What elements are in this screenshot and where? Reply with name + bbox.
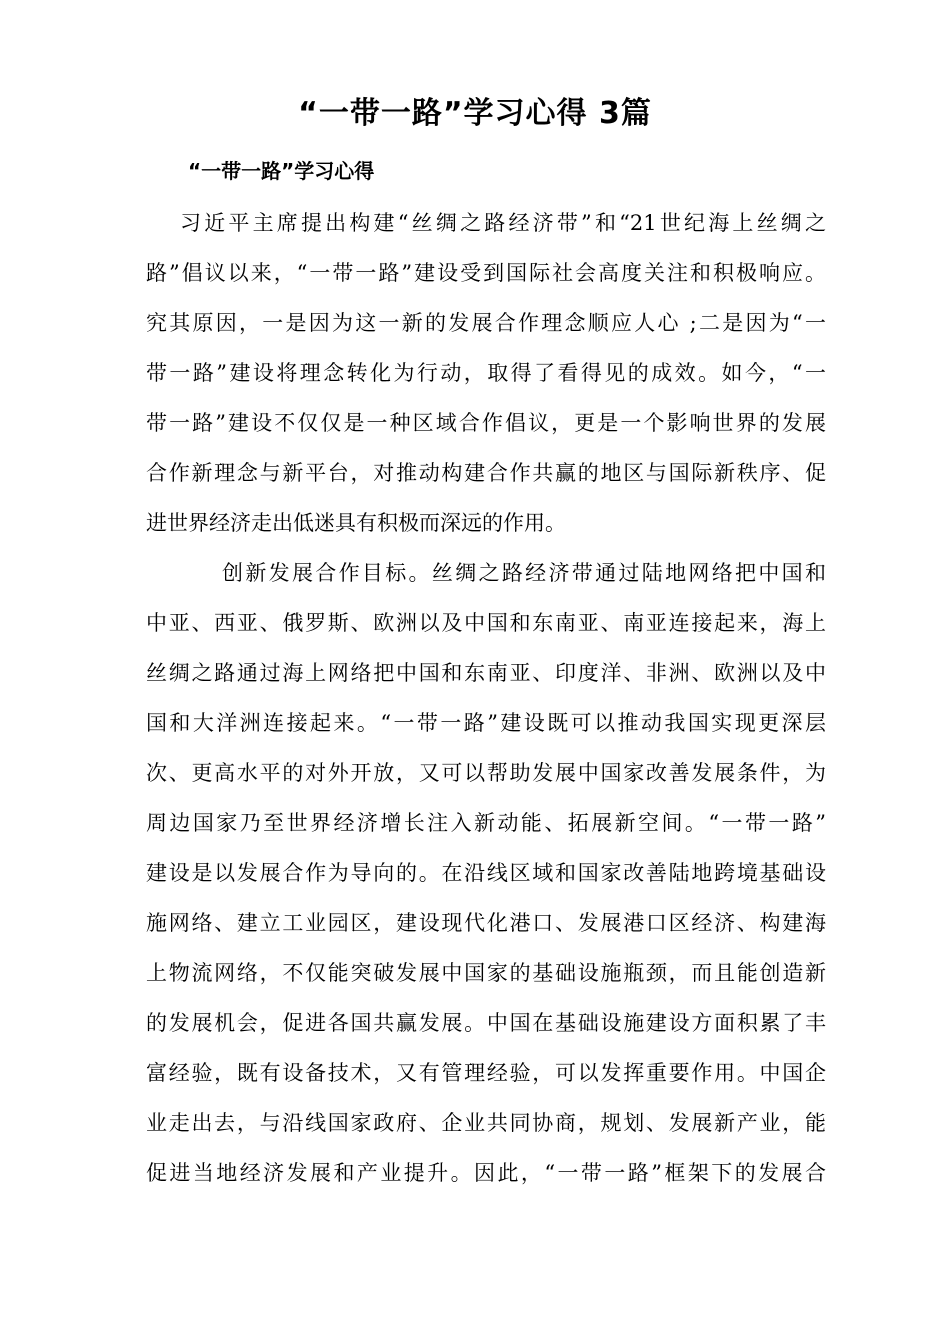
paragraph-2-line: 国和大洋洲连接起来。“一带一路”建设既可以推动我国实现更深层 [146, 711, 826, 735]
paragraph-2-line: 中亚、西亚、俄罗斯、欧洲以及中国和东南亚、南亚连接起来，海上 [146, 611, 826, 635]
paragraph-2-line: 创新发展合作目标。丝绸之路经济带通过陆地网络把中国和 [222, 561, 826, 585]
document-title: “一带一路”学习心得 3篇 [298, 96, 652, 131]
paragraph-2-line: 上物流网络，不仅能突破发展中国家的基础设施瓶颈，而且能创造新 [146, 961, 826, 985]
paragraph-2-line: 建设是以发展合作为导向的。在沿线区域和国家改善陆地跨境基础设 [146, 861, 826, 885]
paragraph-2-line: 丝绸之路通过海上网络把中国和东南亚、印度洋、非洲、欧洲以及中 [146, 661, 826, 685]
paragraph-1-line: 路”倡议以来，“一带一路”建设受到国际社会高度关注和积极响应。 [146, 261, 826, 285]
section-heading: “一带一路”学习心得 [188, 159, 375, 183]
paragraph-1-line: 究其原因，一是因为这一新的发展合作理念顺应人心 ;二是因为“一 [146, 311, 826, 335]
paragraph-1-line: 合作新理念与新平台，对推动构建合作共赢的地区与国际新秩序、促 [146, 461, 826, 485]
paragraph-1-line: 带一路”建设将理念转化为行动，取得了看得见的成效。如今，“一 [146, 361, 826, 385]
paragraph-1-line: 带一路”建设不仅仅是一种区域合作倡议，更是一个影响世界的发展 [146, 411, 826, 435]
paragraph-2-line: 次、更高水平的对外开放，又可以帮助发展中国家改善发展条件，为 [146, 761, 826, 785]
paragraph-1-line: 进世界经济走出低迷具有积极而深远的作用。 [146, 511, 566, 535]
paragraph-2-line: 施网络、建立工业园区，建设现代化港口、发展港口区经济、构建海 [146, 911, 826, 935]
paragraph-2-line: 业走出去，与沿线国家政府、企业共同协商，规划、发展新产业，能 [146, 1111, 826, 1135]
paragraph-2-line: 富经验，既有设备技术，又有管理经验，可以发挥重要作用。中国企 [146, 1061, 826, 1085]
paragraph-2-line: 周边国家乃至世界经济增长注入新动能、拓展新空间。“一带一路” [146, 811, 826, 835]
paragraph-1-line: 习近平主席提出构建“丝绸之路经济带”和“21世纪海上丝绸之 [180, 211, 826, 235]
paragraph-2-line: 促进当地经济发展和产业提升。因此，“一带一路”框架下的发展合 [146, 1161, 826, 1185]
paragraph-2-line: 的发展机会，促进各国共赢发展。中国在基础设施建设方面积累了丰 [146, 1011, 826, 1035]
